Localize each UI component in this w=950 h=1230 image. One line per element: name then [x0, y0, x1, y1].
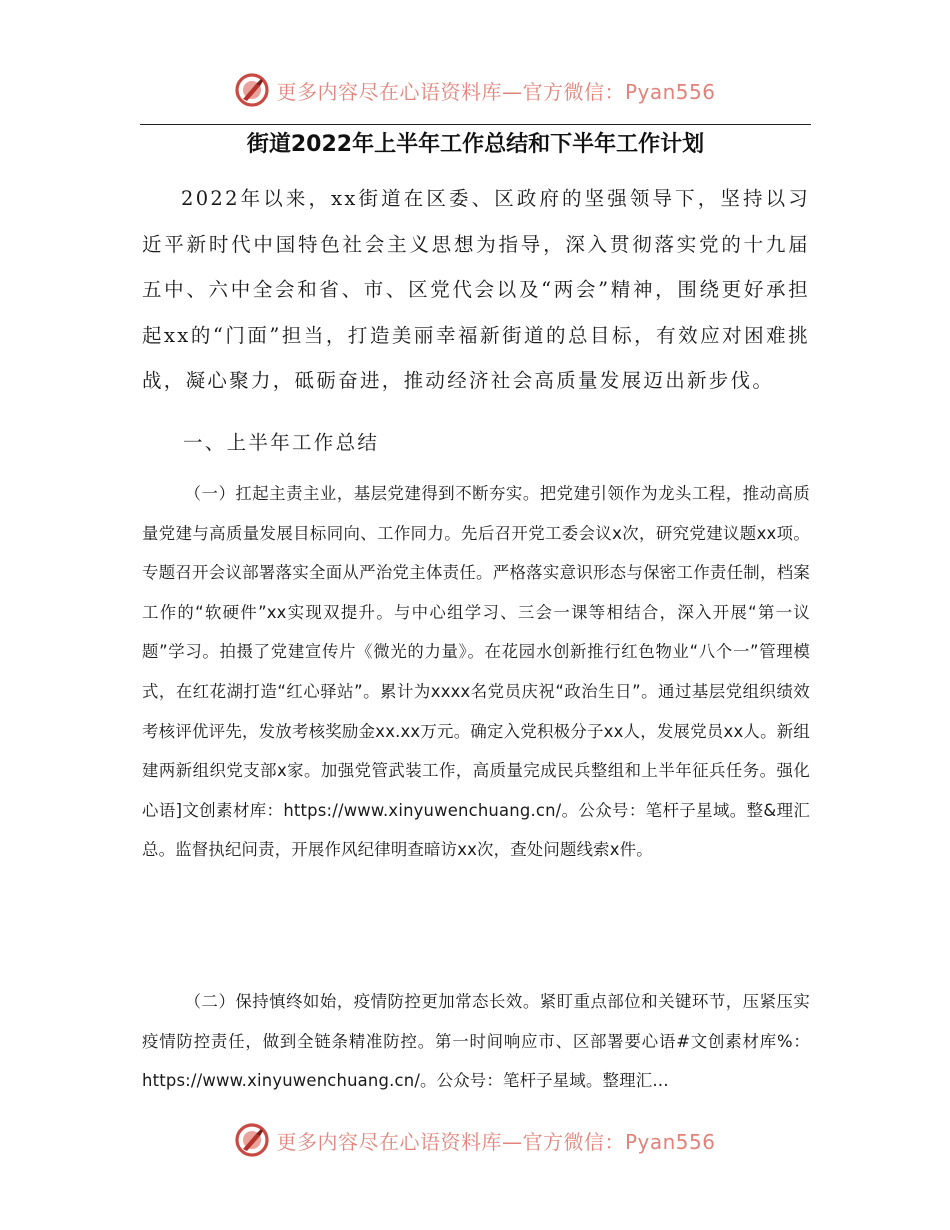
- intro-paragraph: 2022年以来，xx街道在区委、区政府的坚强领导下，坚持以习近平新时代中国特色社会主义思想为指导，深入贯彻落实党的十九届五中、六中全会和省、市、区党代会以及“两会”精神，围绕更好承担起xx的“门面”担当，打造美丽幸福新街道的总目标，有效应对困难挑战，凝心聚力，砥砺奋进，推动经济社会高质量发展迈出新步伐。: [142, 187, 810, 392]
- body-paragraph-1: （一）扛起主责主业，基层党建得到不断夯实。把党建引领作为龙头工程，推动高质量党建与高质量发展目标同向、工作同力。先后召开党工委会议x次，研究党建议题xx项。专题召开会议部署落实全面从严治党主体责任。严格落实意识形态与保密工作责任制，档案工作的“软硬件”xx实现双提升。与中心组学习、三会一课等相结合，深入开展“第一议题”学习。拍摄了党建宣传片《微光的力量》。在花园水创新推行红色物业“八个一”管理模式，在红花湖打造“红心驿站”。累计为xxxx名党员庆祝“政治生日”。通过基层党组织绩效考核评优评先，发放考核奖励金xx.xx万元。确定入党积极分子xx人，发展党员xx人。新组建两新组织党支部x家。加强党管武装工作，高质量完成民兵整组和上半年征兵任务。强化心语]文创素材库：https://www.xinyuwenchuang.cn/。公众号：笔杆子星域。整&理汇总。监督执纪问责，开展作风纪律明查暗访xx次，查处问题线索x件。: [142, 484, 810, 860]
- banner-text: 更多内容尽在心语资料库—官方微信：Pyan556: [276, 1129, 716, 1154]
- header-banner: [0, 68, 950, 112]
- pen-logo-icon: [234, 72, 270, 108]
- section-heading: 一、上半年工作总结: [183, 431, 380, 454]
- body-paragraph-2: （二）保持慎终如始，疫情防控更加常态长效。紧盯重点部位和关键环节，压紧压实疫情防控责任，做到全链条精准防控。第一时间响应市、区部署要心语#文创素材库%：https://www.xinyuwenchuang.cn/。公众号：笔杆子星域。整理汇…: [142, 992, 810, 1091]
- banner-text: 更多内容尽在心语资料库—官方微信：Pyan556: [276, 79, 716, 104]
- footer-banner: [0, 1118, 950, 1162]
- document-title: 街道2022年上半年工作总结和下半年工作计划: [246, 132, 705, 157]
- pen-logo-icon: [234, 1122, 270, 1158]
- header-rule: [140, 124, 811, 125]
